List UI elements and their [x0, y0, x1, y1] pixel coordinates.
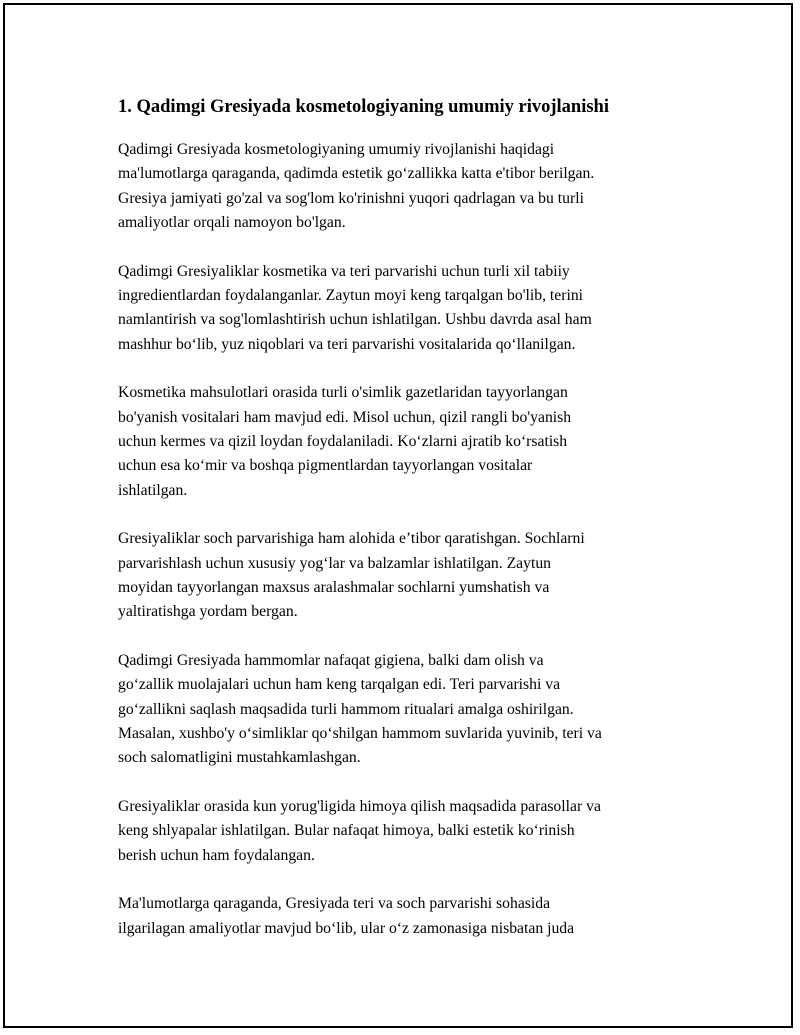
- paragraph-4: [118, 527, 698, 624]
- text-line: ingredientlardan foydalanganlar. Zaytun moyi keng tarqalgan bo'lib, terini: [118, 286, 584, 304]
- section-heading: 1. Qadimgi Gresiyada kosmetologiyaning umumiy rivojlanishi: [118, 97, 609, 117]
- text-line: ilgarilagan amaliyotlar mavjud bo‘lib, ular o‘z zamonasiga nisbatan juda: [118, 919, 575, 937]
- text-line: ma'lumotlarga qaraganda, qadimda estetik go‘zallikka katta e'tibor berilgan.: [118, 165, 595, 183]
- text-line: uchun kermes va qizil loydan foydalaniladi. Ko‘zlarni ajratib ko‘rsatish: [118, 432, 568, 450]
- text-line: soch salomatligini mustahkamlashgan.: [118, 749, 361, 767]
- text-line: parvarishlash uchun xususiy yog‘lar va balzamlar ishlatilgan. Zaytun: [118, 554, 552, 572]
- text-line: go‘zallikni saqlash maqsadida turli hammom ritualari amalga oshirilgan.: [118, 700, 574, 718]
- text-line: ishlatilgan.: [118, 481, 188, 499]
- paragraph-6: [118, 795, 698, 868]
- text-line: Ma'lumotlarga qaraganda, Gresiyada teri va soch parvarishi sohasida: [118, 895, 551, 913]
- document-body: [118, 94, 698, 966]
- paragraph-1: [118, 138, 698, 235]
- text-line: go‘zallik muolajalari uchun ham keng tarqalgan edi. Teri parvarishi va: [118, 676, 561, 694]
- text-line: amaliyotlar orqali namoyon bo'lgan.: [118, 213, 346, 231]
- text-line: moyidan tayyorlangan maxsus aralashmalar sochlarni yumshatish va: [118, 578, 550, 596]
- text-line: Qadimgi Gresiyaliklar kosmetika va teri parvarishi uchun turli xil tabiiy: [118, 262, 570, 280]
- text-line: keng shlyapalar ishlatilgan. Bular nafaqat himoya, balki estetik ko‘rinish: [118, 822, 575, 840]
- text-line: mashhur bo‘lib, yuz niqoblari va teri parvarishi vositalarida qo‘llanilgan.: [118, 335, 576, 353]
- text-line: bo'yanish vositalari ham mavjud edi. Misol uchun, qizil rangli bo'yanish: [118, 408, 572, 426]
- text-line: yaltiratishga yordam bergan.: [118, 603, 298, 621]
- text-line: Masalan, xushbo'y o‘simliklar qo‘shilgan hammom suvlarida yuvinib, teri va: [118, 724, 602, 742]
- paragraph-2: [118, 260, 698, 357]
- paragraph-5: [118, 649, 698, 770]
- text-line: Gresiyaliklar orasida kun yorug'ligida himoya qilish maqsadida parasollar va: [118, 798, 601, 816]
- text-line: uchun esa ko‘mir va boshqa pigmentlardan tayyorlangan vositalar: [118, 457, 533, 475]
- text-line: Gresiya jamiyati go'zal va sog'lom ko'rinishni yuqori qadrlagan va bu turli: [118, 189, 584, 207]
- text-line: Gresiyaliklar soch parvarishiga ham alohida e’tibor qaratishgan. Sochlarni: [118, 530, 585, 548]
- text-line: namlantirish va sog'lomlashtirish uchun ishlatilgan. Ushbu davrda asal ham: [118, 311, 592, 329]
- paragraph-7: [118, 892, 698, 941]
- text-line: Qadimgi Gresiyada hammomlar nafaqat gigiena, balki dam olish va: [118, 652, 544, 670]
- text-line: berish uchun ham foydalangan.: [118, 846, 315, 864]
- text-line: Kosmetika mahsulotlari orasida turli o'simlik gazetlaridan tayyorlangan: [118, 384, 568, 402]
- paragraph-3: [118, 381, 698, 502]
- text-line: Qadimgi Gresiyada kosmetologiyaning umumiy rivojlanishi haqidagi: [118, 141, 555, 158]
